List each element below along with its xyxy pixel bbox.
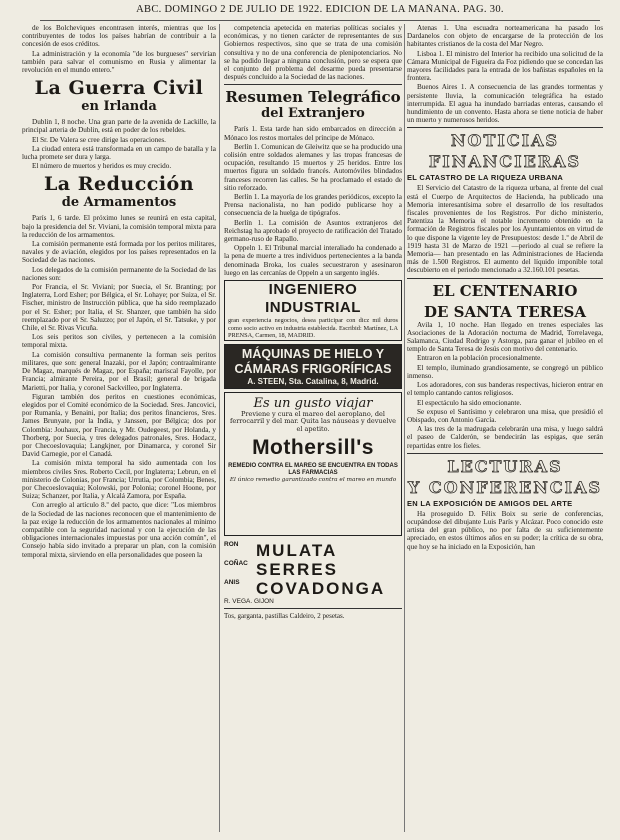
column-divider — [219, 24, 220, 832]
ad-title: INGENIERO INDUSTRIAL — [265, 281, 361, 317]
paragraph: Avila 1, 10 noche. Han llegado en trenes especiales las Asociaciones de la Adoración nocturna de Madrid, Torrelavega, Salamanca, Ciudad Rodrigo y Astorga, para ganar el jubileo en el templo de Santa Teresa de Jesús con motivo del centenario. — [407, 320, 603, 354]
paragraph: Berlín 1. La mayoría de los grandes periódicos, excepto la Prensa nacionalista, no han podido publicarse hoy a consecuencia de la huelga de tipógrafos. — [224, 193, 402, 218]
subheadline-extranjero: del Extranjero — [261, 106, 365, 122]
headline-conferencias: Y CONFERENCIAS — [407, 477, 603, 497]
paragraph: El espectáculo ha sido emocionante. — [417, 398, 522, 407]
ad-subline: El único remedio garantizado contra el mareo en mundo — [229, 477, 397, 484]
ad-product: COVADONGA — [256, 578, 386, 598]
headline-reduccion: La Reducción — [43, 173, 195, 196]
ad-slogan: Es un gusto viajar — [253, 395, 373, 411]
paragraph: Con arreglo al artículo 8.º del pacto, que dice: "Los miembros de la Sociedad de las naciones reconocen que el mantenimiento de la paz exige la reducción de los armamentos nacionales al mínimo compatible con la seguridad nacional y con la ejecución de las obligaciones internacionales impuestas por una acción común", el Consejo había sido invitado a preparar un plan, con la comisión temporal mixta, sirviendo en ella personalidades que poseen la — [22, 501, 216, 559]
divider — [407, 127, 603, 128]
paragraph: La administración y la economía "de los burgueses" servirían también para salvar el comunismo en Rusia y alimentar la revolución en el mundo entero." — [22, 49, 216, 75]
ad-maquinas-hielo — [224, 344, 402, 389]
divider — [407, 278, 603, 279]
column-left — [22, 24, 216, 834]
paragraph: El Servicio del Catastro de la riqueza urbana, al frente del cual está el Cuerpo de Arquitectos de Hacienda, ha publicado una Memoria interesantísima sobre el desarrollo de los resultados fiscales provenientes de los Registros. Por dicho ministerio, Patentiza la Memoria el notable incremento obtenido en la formación de Registros fiscales por los Ayuntamientos en virtud de lo que dispone la vigente ley de Presupuestos: desde 1.º de Abril de 1919 hasta 31 de Marzo de 1921 —periodo al cual se refiere la Memoria— han presentado en las Administraciones de Hacienda más de 1.500 Registros. El aumento del líquido imponible total descubierto en el periodo mencionado a 32.160.101 pesetas. — [407, 184, 603, 275]
ad-label: ANIS — [224, 578, 240, 586]
subheadline-irlanda: en Irlanda — [81, 99, 157, 115]
paragraph: Berlín 1. La comisión de Asuntos extranjeros del Reichstag ha aprobado el proyecto de ratificación del Tratado germano-ruso de Rapallo. — [224, 218, 402, 244]
paragraph: La ciudad entera está transformada en un campo de batalla y la lucha promete ser dura y larga. — [22, 144, 216, 162]
subheadline-armamentos: de Armamentos — [61, 195, 177, 211]
footer-ad: Tos, garganta, pastillas Caldeiro, 2 pesetas. — [224, 611, 345, 620]
paragraph: Ha proseguido D. Félix Boix su serie de conferencias, ocupándose del dibujante Luis París y Alcázar. Poco conocido este artista del gran público, no por falta de su suficientemente apreciado, en estos últimos años en su poder; la crítica de su obra, que hoy se ha iniciado en la Exposición, han — [407, 509, 603, 551]
ad-address: A. STEEN, Sta. Catalina, 8, Madrid. — [247, 376, 379, 386]
paragraph: El templo, iluminado grandiosamente, se congregó un público inmenso. — [407, 363, 603, 380]
paragraph: El número de muertos y heridos es muy crecido. — [32, 162, 172, 171]
paragraph: Entraron en la población procesionalmente. — [417, 354, 543, 363]
paragraph: El Sr. De Valera se cree dirige las operaciones. — [32, 135, 166, 144]
ad-label: COÑAC — [224, 559, 248, 567]
section-label: EN LA EXPOSICIÓN DE AMIGOS DEL ARTE — [407, 498, 573, 508]
ad-description: Previene y cura el mareo del aeroplano, del ferrocarril y del mar. Quita las náuseas y devuelve el apetito. — [229, 409, 397, 433]
paragraph: París 1. Esta tarde han sido embarcados en dirección a Mónaco los restos mortales del príncipe de Mónaco. — [224, 125, 402, 142]
paragraph: Berlín 1. Comunican de Gleiwitz que se ha producido una colisión entre soldados alemanes y las tropas francesas de ocupación, resultando 15 muertos y 25 heridos. Entre los muertos figura un soldado francés. Automóviles blindados franceses recorren las calles. Se ha proclamado el estado de sitio reforzado. — [224, 142, 402, 192]
ad-ingeniero — [224, 280, 402, 341]
paragraph: París 1, 6 tarde. El próximo lunes se reunirá en esta capital, bajo la presidencia del Sr. Viviani, la comisión temporal mixta para la reducción de los armamentos. — [22, 214, 216, 239]
paragraph: Dublin 1, 8 noche. Una gran parte de la avenida de Lackille, la principal arteria de Dublin, está en poder de los rebeldes. — [22, 118, 216, 135]
ad-licores — [224, 541, 402, 605]
headline-lecturas: LECTURAS — [447, 456, 563, 476]
ad-mothersills — [224, 392, 402, 536]
paragraph: La comisión mixta temporal ha sido aumentada con los miembros civiles Sres. Roberto Cecil, por Inglaterra; Lebrun, en el ministerio de Colonias, por Francia; Urrutia, por Colombia; Benes, por Checoeslovaquia; Kolowski, por Polonia; coronel Hoone, por Suiza; Schanzer, por Italia, y Alcalá Zamora, por España. — [22, 459, 216, 501]
divider — [407, 453, 603, 454]
headline-centenario: EL CENTENARIO — [432, 281, 578, 300]
ad-title: MÁQUINAS DE HIELO Y — [241, 346, 385, 361]
ad-address: R. VEGA. GIJON — [224, 597, 274, 605]
page-header: ABC. DOMINGO 2 DE JULIO DE 1922. EDICION DE LA MAÑANA. PAG. 30. — [40, 4, 600, 21]
paragraph: Los delegados de la comisión permanente de la Sociedad de las naciones son: — [22, 265, 216, 282]
column-divider — [404, 24, 405, 832]
paragraph: Por Francia, el Sr. Viviani; por Suecia, el Sr. Branting; por Inglaterra, Lord Esher; por Bélgica, el Sr. Lohaye; por Suiza, el Sr. Fischer, ministro de Instrucción pública, que ha sido reemplazado por el Sr. Esher; por Italia, el Sr. Shanzer, que también ha sido reemplazado por el Sr. Saluzzo; por el Japón, el Sr. Tatsuke, y por Chile, el Sr. Rivas Vicuña. — [22, 283, 216, 333]
ad-subline: REMEDIO CONTRA EL MAREO SE ENCUENTRA EN TODAS LAS FARMACIAS — [228, 463, 398, 477]
headline-guerra-civil: La Guerra Civil — [34, 77, 204, 100]
paragraph: Lisboa 1. El ministro del Interior ha recibido una solicitud de la Cámara Municipal de Figueira da Foz pidiendo que se concedan las mayores facilidades para la entrada de los bañistas españoles en la frontera. — [407, 49, 603, 83]
ad-label: RON — [224, 540, 239, 548]
paragraph: Atenas 1. Una escuadra norteamericana ha pasado los Dardanelos con objeto de encargarse de la protección de los habitantes cristianos de la costa del Mar Negro. — [407, 24, 603, 49]
ad-brand: Mothersill's — [252, 436, 374, 460]
section-label: EL CATASTRO DE LA RIQUEZA URBANA — [407, 173, 564, 183]
ad-title: CÁMARAS FRIGORÍFICAS — [234, 361, 392, 376]
divider — [224, 608, 402, 609]
paragraph: Los adoradores, con sus banderas respectivas, hicieron entrar en el templo cantando cantos religiosos. — [407, 381, 603, 398]
paragraph: La comisión permanente está formada por los peritos militares, navales y de aviación, elegidos por los países representados en la Sociedad de las naciones. — [22, 240, 216, 265]
headline-santa-teresa: DE SANTA TERESA — [423, 302, 586, 321]
ad-body: gran experiencia negocios, desea participar con dicz mil duros como socio activo en industria establecida. Escribid: Martínez, LA PRENSA, Carmen, 18, MADRID. — [228, 317, 398, 340]
paragraph: La comisión consultiva permanente la forman seis peritos militares, que son: general Inazaki, por el Japón; contraalmirante De Magaz, marqués de Magaz, por España; mariscal Fayolle, por Francia; almirante Pereira, por el Brasil; general de brigada Marietti, por Italia, y coronel Sackvilleo, por Inglaterra. — [22, 350, 216, 392]
headline-resumen: Resumen Telegráfico — [225, 88, 401, 107]
ad-product: SERRES — [256, 559, 338, 579]
paragraph: Buenos Aires 1. A consecuencia de las grandes tormentas y persistente lluvia, la comunicación telegráfica ha estado interrumpida. El agua ha inundado barriadas enteras, causando el hundimiento de un convento. Hasta ahora se tiene noticia de haber un muerto y numerosos heridos. — [407, 83, 603, 125]
headline-noticias: NOTICIAS — [450, 131, 560, 151]
paragraph: Se expuso el Santísimo y celebraron una misa, que presidió el Obispado, con Antonio García. — [407, 407, 603, 424]
paragraph: A las tres de la madrugada celebrarán una misa, y luego saldrá el paseo de Calderón, se bendecirán las espigas, que serán repartidas entre los fieles. — [407, 425, 603, 450]
headline-financieras: FINANCIERAS — [428, 152, 582, 172]
ad-product: MULATA — [256, 540, 338, 560]
paragraph: Figuran también dos peritos en cuestiones económicas, elegidos por el Comité económico de la Sociedad. Sres. Jancovici, por Rumanía, y Benaini, por Italia; dos peritos financieros, Sres. James Brunyate, por la India, y Janssen, por Bélgica; dos por Colombia: Jouhaux, por Francia, y Mr. Oudegeest, por Holanda, y Thorberg, por Suecia, y tres delegados patronales, Sres. Hodacz, por Checoeslovaquia; Langkjner, por Dinamarca, y coronel Sir David Carnegie, por el Canadá. — [22, 392, 216, 459]
column-middle — [224, 24, 402, 834]
paragraph: Los seis peritos son civiles, y pertenecen a la comisión temporal mixta. — [22, 333, 216, 350]
paragraph: competencia apetecida en materias políticas sociales y económicas, y no tienen carácter de representantes de sus Gobiernos respectivos, sino que se trata de una comisión consultiva y no de una conferencia de plenipotenciarios. No se ha podido llegar a ninguna conclusión, pero se espera que el conjunto del problema del desarme pueda presentarse después concluido a la Sociedad de las naciones. — [224, 24, 402, 82]
paragraph: de los Bolcheviques encontrasen interés, mientras que los contribuyentes de todos los países habrían de contribuir a la concesión de esos créditos. — [22, 24, 216, 49]
column-right — [407, 24, 603, 834]
paragraph: Oppeln 1. El Tribunal marcial interaliado ha condenado a la pena de muerte a tres individuos pertenecientes a la banda denominada Broka, los cuales secuestraron y asesinaron luego en las cercanías de Oppeln a un sargento inglés. — [224, 244, 402, 277]
divider — [224, 84, 402, 85]
